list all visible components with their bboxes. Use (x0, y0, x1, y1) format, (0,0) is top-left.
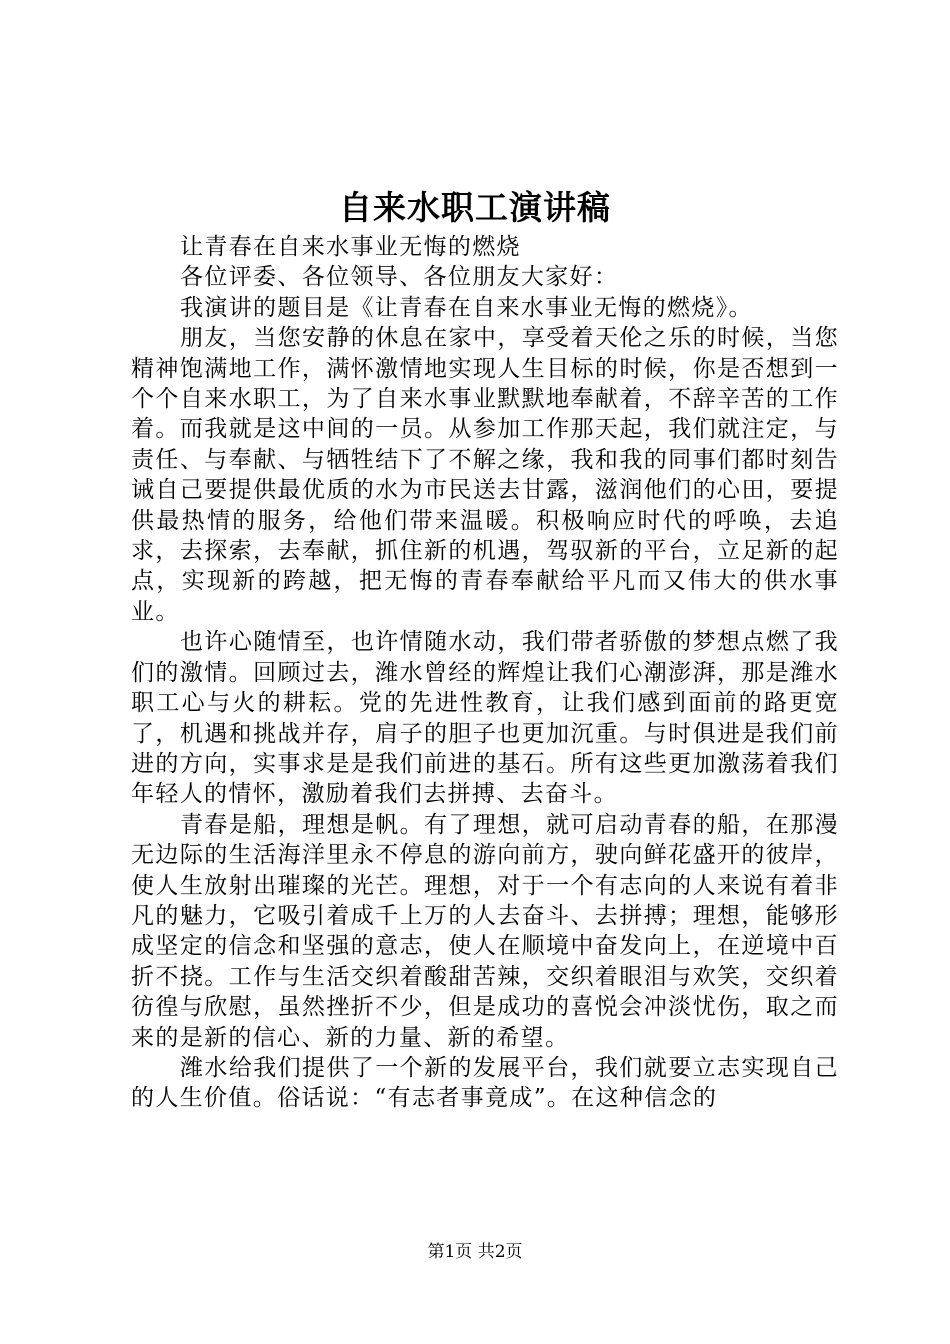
page-title: 自来水职工演讲稿 (339, 188, 611, 227)
paragraph-body: 朋友，当您安静的休息在家中，享受着天伦之乐的时候，当您精神饱满地工作，满怀激情地实现人生目标的时候，你是否想到一个个自来水职工，为了自来水事业默默地奉献着，不辞辛苦的工作着。而我就是这中间的一员。从参加工作那天起，我们就注定，与责任、与奉献、与牺牲结下了不解之缘，我和我的同事们都时刻告诫自己要提供最优质的水为市民送去甘露，滋润他们的心田，要提供最热情的服务，给他们带来温暖。积极响应时代的呼唤，去追求，去探索，去奉献，抓住新的机遇，驾驭新的平台，立足新的起点，实现新的跨越，把无悔的青春奉献给平凡而又伟大的供水事业。 (131, 325, 839, 625)
page-footer: 第1页 共2页 (427, 1242, 523, 1262)
paragraph-greeting: 各位评委、各位领导、各位朋友大家好： (180, 264, 619, 291)
paragraph-topic: 我演讲的题目是《让青春在自来水事业无悔的燃烧》。 (180, 294, 753, 321)
paragraph-body: 潍水给我们提供了一个新的发展平台，我们就要立志实现自己的人生价值。俗话说：“有志者事竟成”。在这种信念的 (131, 1054, 839, 1112)
paragraph-body: 青春是船，理想是帆。有了理想，就可启动青春的船，在那漫无边际的生活海洋里永不停息的游向前方，驶向鲜花盛开的彼岸，使人生放射出璀璨的光芒。理想，对于一个有志向的人来说有着非凡的魅力，它吸引着成千上万的人去奋斗、去拼搏；理想，能够形成坚定的信念和坚强的意志，使人在顺境中奋发向上，在逆境中百折不挠。工作与生活交织着酸甜苦辣，交织着眼泪与欢笑，交织着彷徨与欣慰，虽然挫折不少，但是成功的喜悦会冲淡忧伤，取之而来的是新的信心、新的力量、新的希望。 (131, 811, 839, 1051)
paragraph-body: 也许心随情至，也许情随水动，我们带者骄傲的梦想点燃了我们的激情。回顾过去，潍水曾经的辉煌让我们心潮澎湃，那是潍水职工心与火的耕耘。党的先进性教育，让我们感到面前的路更宽了，机遇和挑战并存，肩子的胆子也更加沉重。与时俱进是我们前进的方向，实事求是是我们前进的基石。所有这些更加激荡着我们年轻人的情怀，激励着我们去拼搏、去奋斗。 (131, 629, 839, 808)
paragraph-subtitle: 让青春在自来水事业无悔的燃烧 (180, 234, 521, 260)
body-text (131, 232, 839, 1114)
